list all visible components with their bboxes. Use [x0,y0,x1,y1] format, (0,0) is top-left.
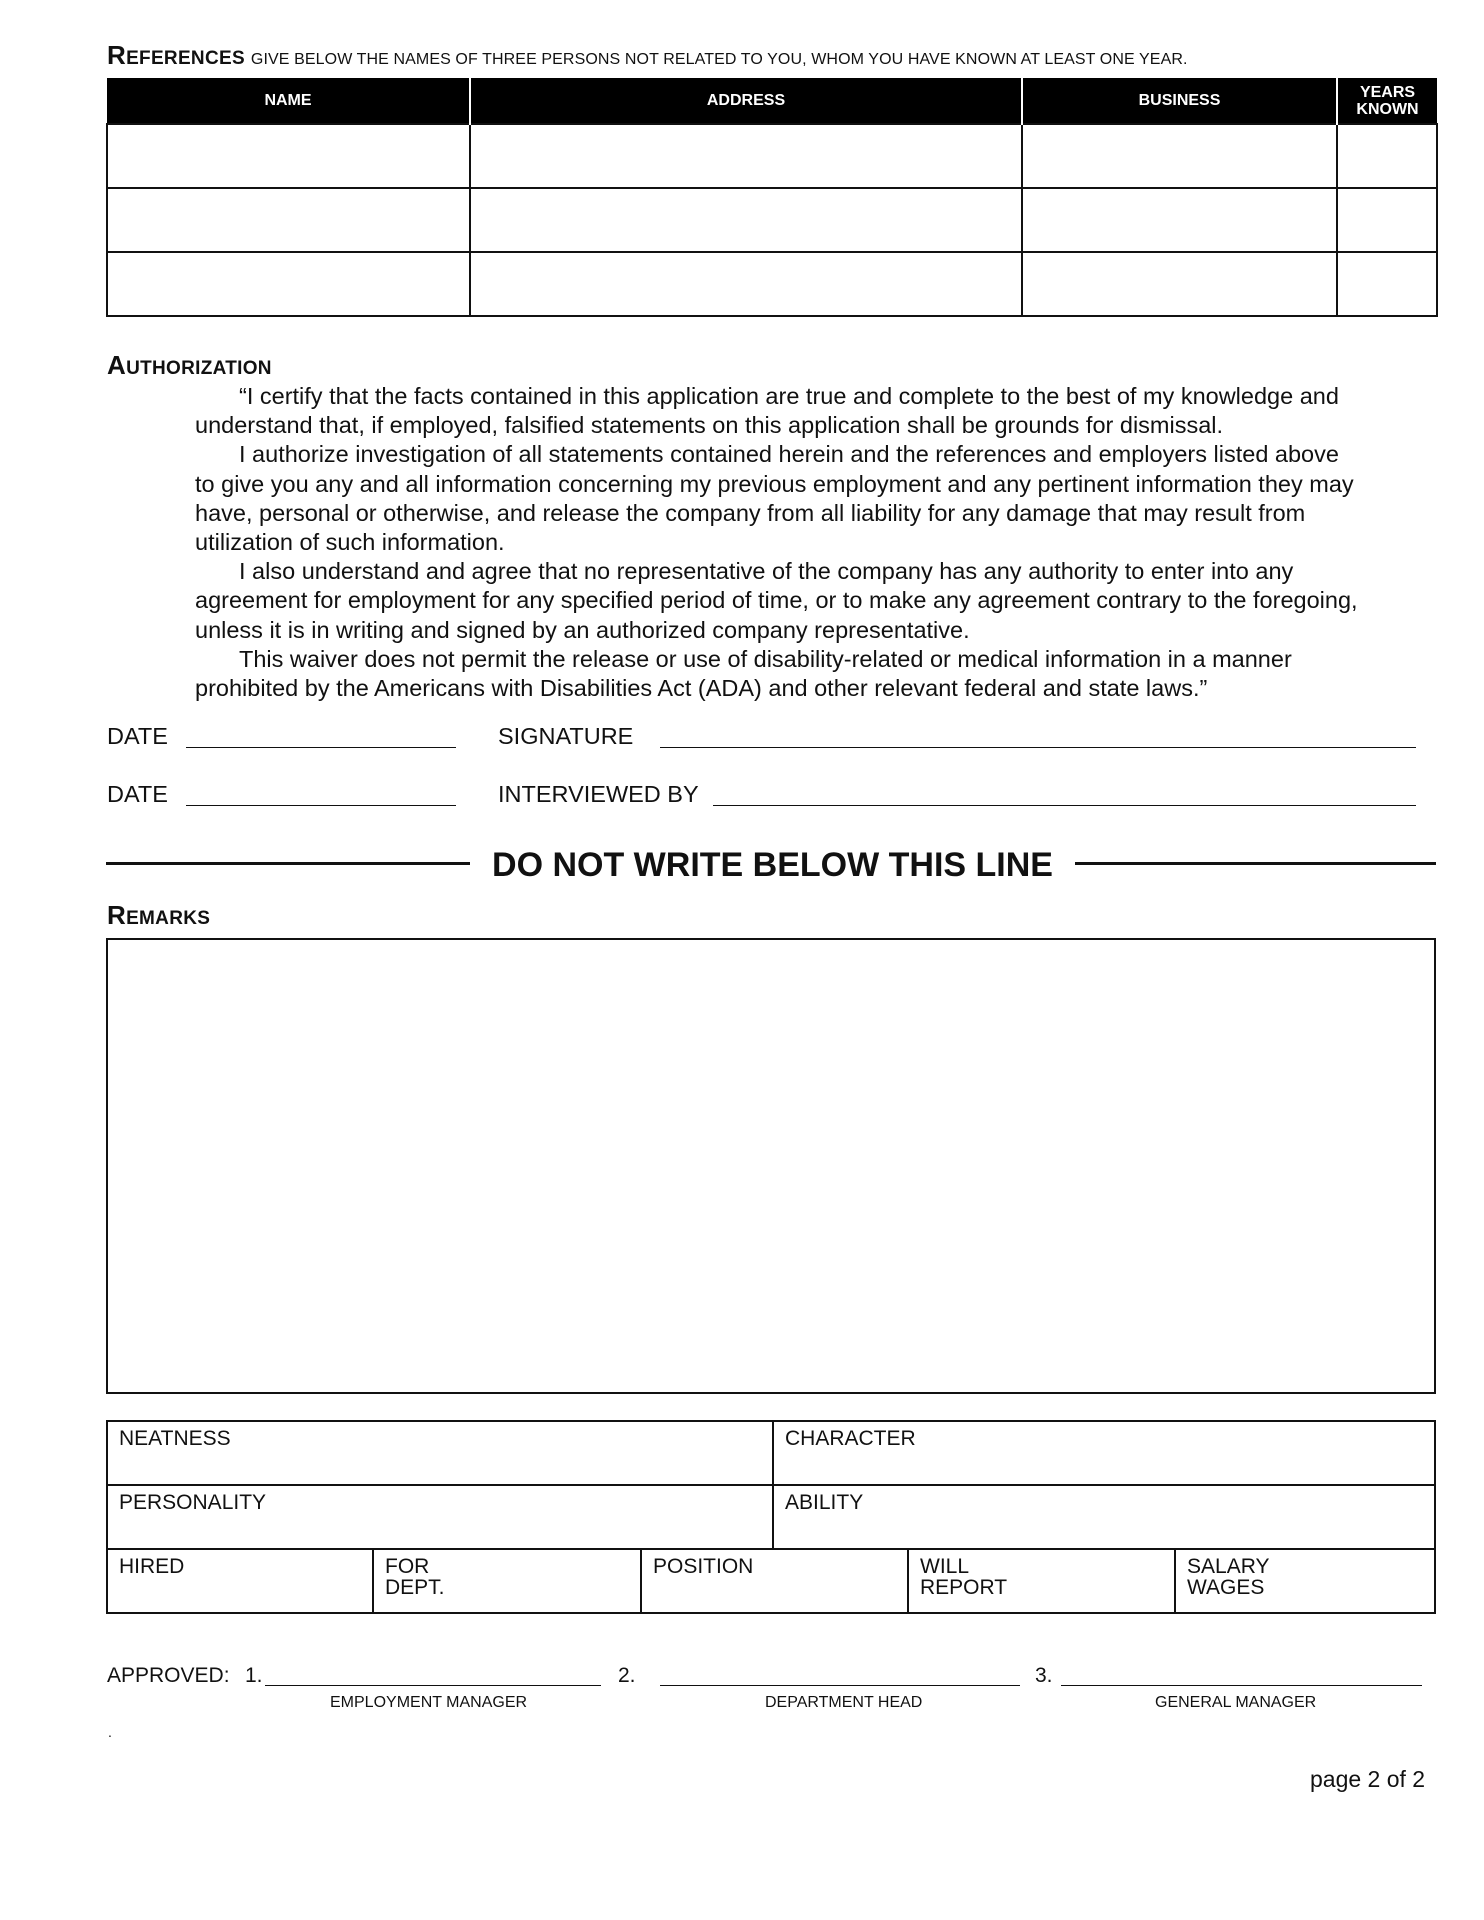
reference-address-field[interactable] [470,252,1022,316]
authorization-heading: AUTHORIZATION [107,350,272,380]
hired-field[interactable]: HIRED [119,1555,185,1578]
signature-field[interactable] [660,747,1416,748]
table-row [107,252,1437,316]
authorization-statement [195,382,1365,703]
table-row [107,124,1437,188]
remarks-field[interactable] [106,938,1436,1394]
reference-address-field[interactable] [470,124,1022,188]
general-manager-field[interactable] [1061,1685,1422,1686]
approved-label: APPROVED: [107,1664,230,1687]
col-address-header: ADDRESS [470,78,1022,124]
reference-years-field[interactable] [1337,188,1437,252]
interview-date-field[interactable] [186,805,456,806]
reference-business-field[interactable] [1022,124,1337,188]
approver-number-2: 2. [618,1664,636,1687]
reference-name-field[interactable] [107,124,470,188]
position-field[interactable]: POSITION [640,1550,907,1612]
evaluation-grid [106,1420,1436,1614]
evaluation-row [106,1420,1436,1484]
table-row [107,188,1437,252]
references-heading: REFERENCES GIVE BELOW THE NAMES OF THREE PERSONS NOT RELATED TO YOU, WHOM YOU HAVE KNOWN AT LEAST ONE YEAR. [107,40,1188,70]
will-report-field[interactable]: WILL REPORT [907,1550,1174,1612]
authorization-paragraph: “I certify that the facts contained in this application are true and complete to the best of my knowledge and understand that, if employed, falsified statements on this application shall be grounds for dismissal. [195,383,1339,439]
references-instructions: GIVE BELOW THE NAMES OF THREE PERSONS NOT RELATED TO YOU, WHOM YOU HAVE KNOWN AT LEAST ONE YEAR. [250,51,1188,68]
neatness-field[interactable]: NEATNESS [119,1427,231,1450]
approver-number-1: 1. [245,1664,263,1687]
do-not-write-notice: DO NOT WRITE BELOW THIS LINE [492,846,1053,884]
employment-manager-field[interactable] [265,1685,601,1686]
general-manager-label: GENERAL MANAGER [1155,1694,1317,1711]
page-number: page 2 of 2 [1310,1766,1426,1792]
stray-mark: . [108,1724,112,1740]
reference-years-field[interactable] [1337,252,1437,316]
col-business-header: BUSINESS [1022,78,1337,124]
signature-label: SIGNATURE [498,723,634,749]
ability-field[interactable]: ABILITY [772,1486,1434,1548]
reference-business-field[interactable] [1022,188,1337,252]
date-label: DATE [107,781,168,807]
date-field[interactable] [186,747,456,748]
divider-line-right [1075,862,1436,865]
reference-name-field[interactable] [107,188,470,252]
reference-address-field[interactable] [470,188,1022,252]
divider-line-left [106,862,470,865]
remarks-heading: REMARKS [107,900,211,930]
interviewed-by-field[interactable] [713,805,1416,806]
references-table [106,78,1438,317]
approved-row [107,1658,1437,1692]
reference-business-field[interactable] [1022,252,1337,316]
authorization-paragraph: I also understand and agree that no representative of the company has any authority to enter into any agreement for employment for any specified period of time, or to make any agreement contrary to the foregoing, unless it is in writing and signed by an authorized company representative. [195,558,1358,643]
approver-number-3: 3. [1035,1664,1053,1687]
character-field[interactable]: CHARACTER [772,1422,1434,1484]
col-years-known-header: YEARS KNOWN [1337,78,1437,124]
for-dept-field[interactable]: FOR DEPT. [372,1550,640,1612]
department-head-label: DEPARTMENT HEAD [765,1694,923,1711]
date-interviewed-row [107,780,1420,812]
evaluation-row [106,1548,1436,1614]
evaluation-row [106,1484,1436,1548]
authorization-paragraph: This waiver does not permit the release or use of disability-related or medical information in a manner prohibited by the Americans with Disabilities Act (ADA) and other relevant federal and state laws.” [195,645,1292,702]
interviewed-by-label: INTERVIEWED BY [498,781,699,807]
col-name-header: NAME [107,78,470,124]
salary-wages-field[interactable]: SALARY WAGES [1174,1550,1434,1612]
reference-name-field[interactable] [107,252,470,316]
authorization-paragraph: I authorize investigation of all statements contained herein and the references and employers listed above to give you any and all information concerning my previous employment and any pertinent information they may have, personal or otherwise, and release the company from all liability for any damage that may result from utilization of such information. [195,441,1354,556]
reference-years-field[interactable] [1337,124,1437,188]
department-head-field[interactable] [660,1685,1020,1686]
personality-field[interactable]: PERSONALITY [119,1491,267,1514]
date-label: DATE [107,723,168,749]
employment-manager-label: EMPLOYMENT MANAGER [330,1694,528,1711]
date-signature-row [107,722,1420,754]
